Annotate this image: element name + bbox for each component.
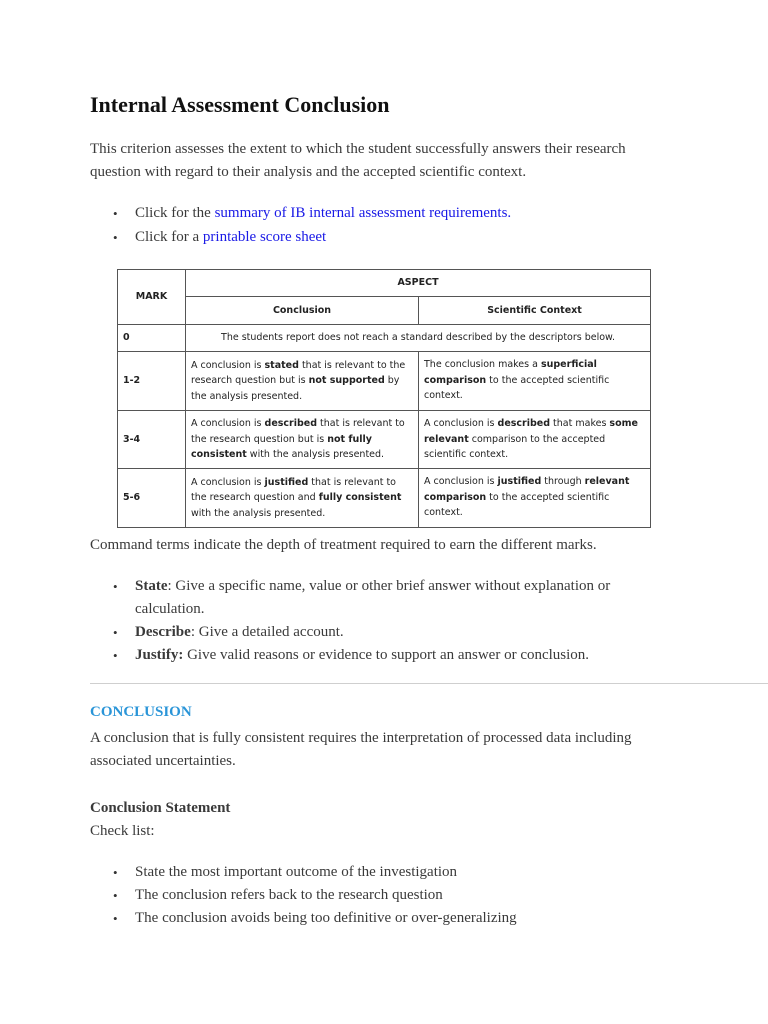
command-terms-intro: Command terms indicate the depth of treatment required to earn the different marks. — [90, 537, 597, 553]
term-label: Justify: — [135, 647, 184, 663]
statement-heading: Conclusion Statement — [90, 800, 231, 816]
context-cell: A conclusion is described that makes some relevant comparison to the accepted scientific context. — [419, 411, 651, 469]
conclusion-cell: A conclusion is justified that is relevant to the research question and fully consistent with the analysis presented. — [186, 469, 419, 528]
mark-cell: 0 — [118, 325, 186, 352]
conclusion-cell: A conclusion is described that is relevant to the research question but is not fully consistent with the analysis presented. — [186, 411, 419, 469]
aspect-header: ASPECT — [186, 270, 651, 297]
mark-header: MARK — [118, 270, 186, 325]
context-cell: The conclusion makes a superficial comparison to the accepted scientific context. — [419, 352, 651, 411]
score-sheet-link[interactable]: printable score sheet — [202, 229, 327, 245]
command-terms-list — [90, 575, 650, 667]
mark-cell: 5-6 — [118, 469, 186, 528]
table-row — [118, 411, 651, 469]
list-item: • Justify: Give valid reasons or evidence to support an answer or conclusion. — [90, 644, 650, 667]
list-item: • The conclusion avoids being too definitive or over-generalizing — [90, 907, 650, 930]
checklist-label: Check list: — [90, 823, 155, 839]
table-row — [118, 352, 651, 411]
descriptor-cell: The students report does not reach a standard described by the descriptors below. — [186, 325, 651, 352]
term-label: State — [135, 578, 168, 594]
link-list — [90, 202, 650, 249]
mark-cell: 1-2 — [118, 352, 186, 411]
list-item: • State: Give a specific name, value or other brief answer without explanation or calculation. — [90, 575, 650, 621]
context-column-header: Scientific Context — [419, 297, 651, 325]
context-cell: A conclusion is justified through relevant comparison to the accepted scientific context. — [419, 469, 651, 528]
section-paragraph: A conclusion that is fully consistent requires the interpretation of processed data including associated uncertainties. — [90, 730, 632, 769]
table-row — [118, 325, 651, 352]
list-item: • State the most important outcome of the investigation — [90, 861, 650, 884]
rubric-table — [117, 269, 651, 528]
conclusion-column-header: Conclusion — [186, 297, 419, 325]
list-item: • Click for the summary of IB internal assessment requirements. — [90, 202, 650, 225]
term-label: Describe — [135, 624, 191, 640]
list-item: • Describe: Give a detailed account. — [90, 621, 650, 644]
mark-cell: 3-4 — [118, 411, 186, 469]
list-item: • The conclusion refers back to the research question — [90, 884, 650, 907]
list-item: • Click for a printable score sheet — [90, 226, 650, 249]
section-divider — [90, 683, 768, 684]
section-heading: CONCLUSION — [90, 704, 192, 720]
table-row — [118, 469, 651, 528]
ia-summary-link[interactable]: summary of IB internal assessment requirements. — [214, 205, 512, 221]
intro-paragraph: This criterion assesses the extent to which the student successfully answers their research question with regard to their analysis and the accepted scientific context. — [90, 141, 626, 180]
conclusion-cell: A conclusion is stated that is relevant to the research question but is not supported by the analysis presented. — [186, 352, 419, 411]
checklist — [90, 861, 650, 930]
page-title: Internal Assessment Conclusion — [90, 92, 390, 117]
